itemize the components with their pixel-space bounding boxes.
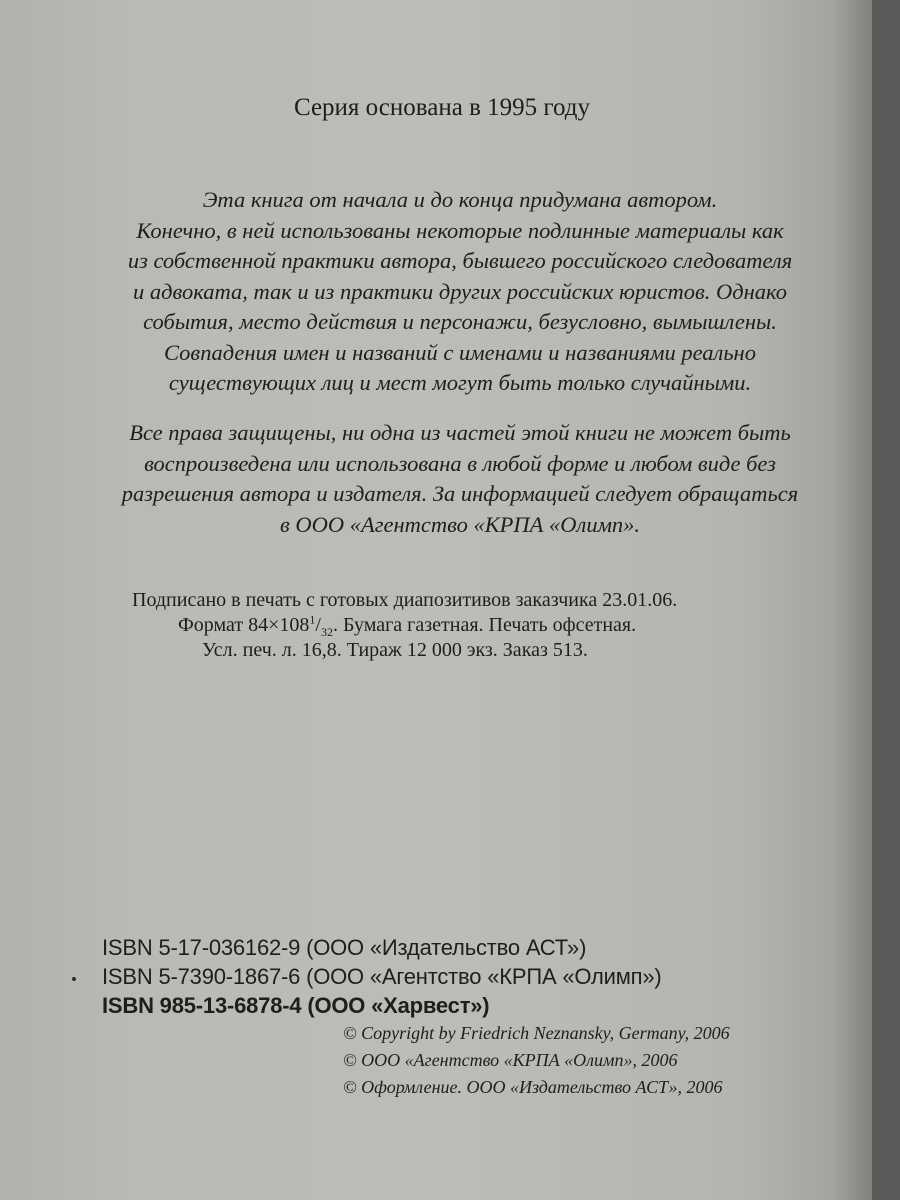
copyright-line: © Оформление. ООО «Издательство АСТ», 2006	[343, 1077, 723, 1097]
isbn-line: ISBN 5-7390-1867-6 (ООО «Агентство «КРПА «Олимп»)	[102, 964, 662, 989]
ink-dot	[72, 977, 76, 981]
disclaimer-line: Совпадения имен и названий с именами и названиями реально	[164, 339, 756, 365]
rights-line: в ООО «Агентство «КРПА «Олимп».	[279, 511, 641, 537]
disclaimer-line: из собственной практики автора, бывшего российского следователя	[127, 248, 793, 273]
page-edge-shadow	[832, 0, 872, 1200]
isbn-block	[102, 933, 662, 1020]
rights-paragraph	[60, 418, 860, 540]
series-note: Серия основана в 1995 году	[293, 94, 591, 121]
format-suffix: . Бумага газетная. Печать офсетная.	[332, 614, 637, 636]
rights-line: разрешения автора и издателя. За информацией следует обращаться	[121, 481, 799, 506]
copyright-line: © Copyright by Friedrich Neznansky, Germany, 2006	[343, 1023, 730, 1043]
rights-line: воспроизведена или использована в любой форме и любом виде без	[144, 450, 776, 476]
imprint-run-line: Усл. печ. л. 16,8. Тираж 12 000 экз. Заказ 513.	[202, 639, 588, 661]
imprint-format-line: Формат $84\times 108^1/_{32}$. Бумага газетная. Печать офсетная.	[178, 612, 637, 639]
format-denominator: 32	[320, 625, 333, 639]
format-prefix: Формат 84×108	[178, 614, 310, 636]
disclaimer-line: существующих лиц и мест могут быть только случайными.	[168, 370, 752, 395]
copyright-block	[343, 1020, 730, 1101]
disclaimer-line: и адвоката, так и из практики других российских юристов. Однако	[133, 278, 787, 304]
disclaimer-line: Эта книга от начала и до конца придумана автором.	[202, 187, 718, 212]
disclaimer-line: Конечно, в ней использованы некоторые подлинные материалы как	[136, 217, 784, 243]
isbn-line: ISBN 985-13-6878-4 (ООО «Харвест»)	[102, 993, 490, 1018]
disclaimer-line: события, место действия и персонажи, безусловно, вымышлены.	[143, 309, 777, 334]
rights-line: Все права защищены, ни одна из частей этой книги не может быть	[129, 420, 791, 445]
isbn-line: ISBN 5-17-036162-9 (ООО «Издательство АСТ»)	[102, 935, 587, 960]
print-imprint	[100, 588, 840, 663]
imprint-signed-line: Подписано в печать с готовых диапозитивов заказчика 23.01.06.	[132, 589, 678, 611]
disclaimer-paragraph	[60, 185, 860, 399]
format-numerator: 1	[309, 612, 316, 627]
copyright-line: © ООО «Агентство «КРПА «Олимп», 2006	[343, 1050, 678, 1070]
